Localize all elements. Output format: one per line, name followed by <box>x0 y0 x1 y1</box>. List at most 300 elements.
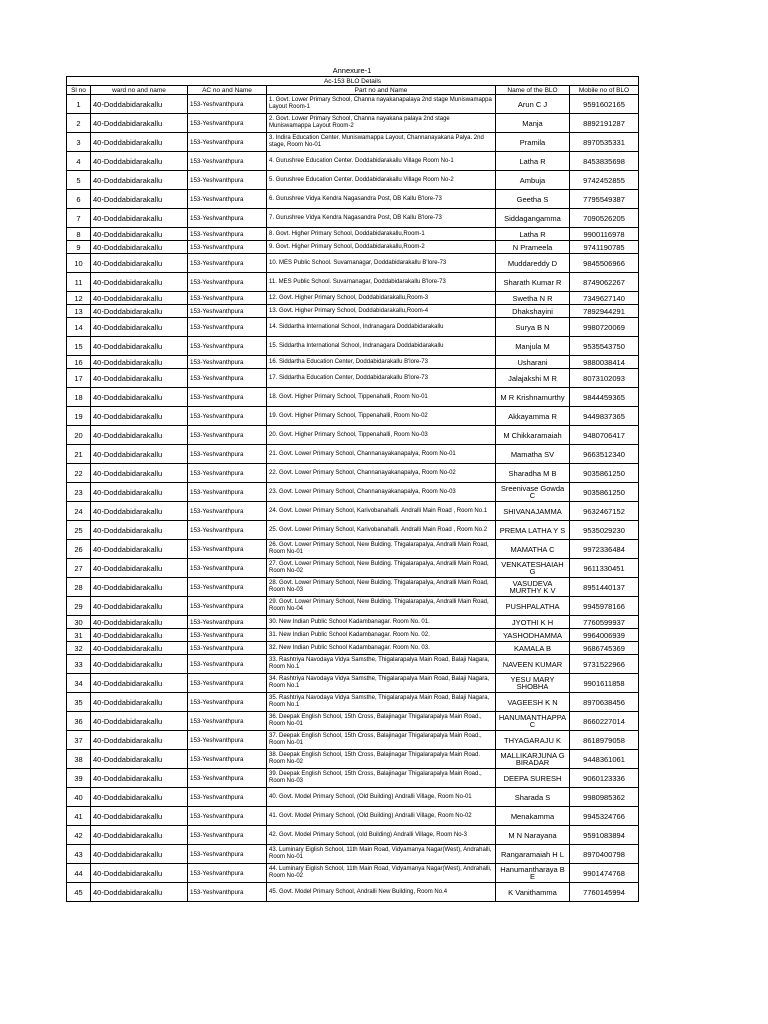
row-ac: 153-Yeshvanthpura <box>188 807 267 826</box>
table-row <box>67 426 639 445</box>
row-blo-name: YESU MARY SHOBHA <box>496 674 570 693</box>
row-ac: 153-Yeshvanthpura <box>188 305 267 318</box>
row-ac: 153-Yeshvanthpura <box>188 241 267 254</box>
row-blo-mobile: 9663512340 <box>570 445 639 464</box>
row-part: 25. Govt. Lower Primary School, Karivobanahalli. Andralli Main Road , Room No.2 <box>267 521 496 540</box>
blo-table <box>66 76 639 902</box>
row-sl-no: 1 <box>67 95 91 114</box>
row-blo-name: M N Narayana <box>496 826 570 845</box>
row-blo-name: Manja <box>496 114 570 133</box>
table-row <box>67 769 639 788</box>
row-ward: 40-Doddabidarakallu <box>91 883 188 902</box>
row-ac: 153-Yeshvanthpura <box>188 369 267 388</box>
row-ward: 40-Doddabidarakallu <box>91 209 188 228</box>
table-row <box>67 464 639 483</box>
row-blo-mobile: 8951440137 <box>570 578 639 597</box>
table-row <box>67 883 639 902</box>
table-row <box>67 826 639 845</box>
row-ward: 40-Doddabidarakallu <box>91 826 188 845</box>
table-subtitle: Ac-153 BLO Details <box>67 77 639 86</box>
row-blo-mobile: 7349627140 <box>570 292 639 305</box>
annexure-title: Annexure-1 <box>332 66 372 75</box>
table-row <box>67 521 639 540</box>
table-row <box>67 388 639 407</box>
row-ward: 40-Doddabidarakallu <box>91 305 188 318</box>
row-ac: 153-Yeshvanthpura <box>188 655 267 674</box>
row-sl-no: 31 <box>67 629 91 642</box>
row-blo-mobile: 8660227014 <box>570 712 639 731</box>
row-blo-name: VENKATESHAIAH G <box>496 559 570 578</box>
row-ward: 40-Doddabidarakallu <box>91 369 188 388</box>
table-row <box>67 807 639 826</box>
row-ward: 40-Doddabidarakallu <box>91 273 188 292</box>
row-blo-mobile: 8073102093 <box>570 369 639 388</box>
row-ward: 40-Doddabidarakallu <box>91 750 188 769</box>
row-blo-mobile: 9448361061 <box>570 750 639 769</box>
row-part: 30. New Indian Public School Kadambanagar. Room No. 01. <box>267 616 496 629</box>
row-blo-mobile: 9591602165 <box>570 95 639 114</box>
row-blo-mobile: 9741190785 <box>570 241 639 254</box>
row-part: 40. Govt. Model Primary School, (Old Building) Andralli Village, Room No-01 <box>267 788 496 807</box>
row-sl-no: 36 <box>67 712 91 731</box>
row-blo-name: Mamatha SV <box>496 445 570 464</box>
row-blo-mobile: 7760145994 <box>570 883 639 902</box>
row-ward: 40-Doddabidarakallu <box>91 95 188 114</box>
row-part: 39. Deepak English School, 15th Cross, Balajinagar Thigalarapalya Main Road., Room No-03 <box>267 769 496 788</box>
row-ac: 153-Yeshvanthpura <box>188 559 267 578</box>
table-row <box>67 731 639 750</box>
row-part: 27. Govt. Lower Primary School, New Bulding. Thigalarapalya, Andralli Main Road, Room No-02 <box>267 559 496 578</box>
row-ac: 153-Yeshvanthpura <box>188 826 267 845</box>
row-part: 28. Govt. Lower Primary School, New Bulding. Thigalarapalya, Andralli Main Road, Room No-03 <box>267 578 496 597</box>
row-ac: 153-Yeshvanthpura <box>188 95 267 114</box>
row-blo-name: VAGEESH K N <box>496 693 570 712</box>
row-ac: 153-Yeshvanthpura <box>188 254 267 273</box>
row-ward: 40-Doddabidarakallu <box>91 254 188 273</box>
row-part: 19. Govt. Higher Primary School, Tippenahalli, Room No-02 <box>267 407 496 426</box>
row-blo-mobile: 9060123336 <box>570 769 639 788</box>
row-part: 29. Govt. Lower Primary School, New Bulding. Thigalarapalya, Andralli Main Road, Room No-04 <box>267 597 496 616</box>
row-blo-mobile: 9480706417 <box>570 426 639 445</box>
row-ac: 153-Yeshvanthpura <box>188 629 267 642</box>
row-blo-name: Latha R <box>496 152 570 171</box>
row-blo-mobile: 9449837365 <box>570 407 639 426</box>
row-part: 32. New Indian Public School Kadambanagar. Room No. 03. <box>267 642 496 655</box>
table-row <box>67 597 639 616</box>
row-part: 34. Rashtriya Navodaya Vidya Samsthe, Thigalarapalya Main Road, Balaji Nagara, Room No.1 <box>267 674 496 693</box>
table-row <box>67 642 639 655</box>
row-blo-mobile: 9632467152 <box>570 502 639 521</box>
row-blo-name: YASHODHAMMA <box>496 629 570 642</box>
row-blo-name: Ambuja <box>496 171 570 190</box>
row-sl-no: 28 <box>67 578 91 597</box>
row-blo-mobile: 9980720069 <box>570 318 639 337</box>
row-ward: 40-Doddabidarakallu <box>91 483 188 502</box>
row-sl-no: 39 <box>67 769 91 788</box>
row-ac: 153-Yeshvanthpura <box>188 502 267 521</box>
row-blo-name: KAMALA B <box>496 642 570 655</box>
row-ward: 40-Doddabidarakallu <box>91 426 188 445</box>
row-blo-name: Sharath Kumar R <box>496 273 570 292</box>
row-blo-name: M Chikkaramaiah <box>496 426 570 445</box>
row-blo-name: Muddareddy D <box>496 254 570 273</box>
row-ac: 153-Yeshvanthpura <box>188 597 267 616</box>
row-part: 1. Govt. Lower Primary School, Channa nayakanapalaya 2nd stage Muniswamappa Layout Room-1 <box>267 95 496 114</box>
row-blo-mobile: 8453835698 <box>570 152 639 171</box>
row-ward: 40-Doddabidarakallu <box>91 674 188 693</box>
row-ward: 40-Doddabidarakallu <box>91 693 188 712</box>
table-row <box>67 292 639 305</box>
table-row <box>67 864 639 883</box>
row-blo-mobile: 9901611858 <box>570 674 639 693</box>
row-ward: 40-Doddabidarakallu <box>91 540 188 559</box>
row-sl-no: 40 <box>67 788 91 807</box>
row-part: 7. Gurushree Vidya Kendra Nagasandra Post, DB Kallu B'lore-73 <box>267 209 496 228</box>
row-sl-no: 7 <box>67 209 91 228</box>
row-blo-name: Menakamma <box>496 807 570 826</box>
table-row <box>67 369 639 388</box>
table-row <box>67 95 639 114</box>
row-part: 45. Govt. Model Primary School, Andralli New Building, Room No.4 <box>267 883 496 902</box>
row-blo-name: SHIVANAJAMMA <box>496 502 570 521</box>
row-part: 8. Govt. Higher Primary School, Doddabidarakallu,Room-1 <box>267 228 496 241</box>
row-blo-name: HANUMANTHAPPA C <box>496 712 570 731</box>
row-blo-mobile: 9945324766 <box>570 807 639 826</box>
row-part: 35. Rashtriya Navodaya Vidya Samsthe, Thigalarapalya Main Road, Balaji Nagara, Room No.1 <box>267 693 496 712</box>
row-blo-mobile: 9901474768 <box>570 864 639 883</box>
table-row <box>67 559 639 578</box>
row-sl-no: 9 <box>67 241 91 254</box>
row-sl-no: 22 <box>67 464 91 483</box>
row-ward: 40-Doddabidarakallu <box>91 114 188 133</box>
row-blo-name: MALLIKARJUNA G BIRADAR <box>496 750 570 769</box>
row-ward: 40-Doddabidarakallu <box>91 502 188 521</box>
row-blo-name: DEEPA SURESH <box>496 769 570 788</box>
row-ac: 153-Yeshvanthpura <box>188 190 267 209</box>
table-row <box>67 254 639 273</box>
row-blo-name: Arun C J <box>496 95 570 114</box>
row-ac: 153-Yeshvanthpura <box>188 712 267 731</box>
row-part: 20. Govt. Higher Primary School, Tippenahalli, Room No-03 <box>267 426 496 445</box>
table-row <box>67 273 639 292</box>
row-blo-mobile: 9844459365 <box>570 388 639 407</box>
row-blo-name: N Prameela <box>496 241 570 254</box>
row-ac: 153-Yeshvanthpura <box>188 769 267 788</box>
table-row <box>67 356 639 369</box>
row-sl-no: 38 <box>67 750 91 769</box>
row-sl-no: 35 <box>67 693 91 712</box>
row-sl-no: 19 <box>67 407 91 426</box>
row-ac: 153-Yeshvanthpura <box>188 750 267 769</box>
row-part: 10. MES Public School. Suvarnanagar, Doddabidarakallu B'lore-73 <box>267 254 496 273</box>
row-blo-mobile: 9731522966 <box>570 655 639 674</box>
row-sl-no: 27 <box>67 559 91 578</box>
table-body <box>67 95 639 902</box>
table-row <box>67 114 639 133</box>
row-ward: 40-Doddabidarakallu <box>91 445 188 464</box>
table-row <box>67 305 639 318</box>
row-sl-no: 11 <box>67 273 91 292</box>
row-ac: 153-Yeshvanthpura <box>188 356 267 369</box>
row-ac: 153-Yeshvanthpura <box>188 483 267 502</box>
row-ac: 153-Yeshvanthpura <box>188 464 267 483</box>
row-blo-mobile: 8749062267 <box>570 273 639 292</box>
row-part: 43. Luminary Eiglish School, 11th Main Road, Vidyamanya Nagar(West), Andrahalli, Room No-01 <box>267 845 496 864</box>
row-blo-mobile: 8970400798 <box>570 845 639 864</box>
row-blo-name: Pramila <box>496 133 570 152</box>
row-ac: 153-Yeshvanthpura <box>188 521 267 540</box>
row-part: 36. Deepak English School, 15th Cross, Balajinagar Thigalarapalya Main Road., Room No-01 <box>267 712 496 731</box>
row-part: 15. Siddartha International School, Indranagara Doddabidarakallu <box>267 337 496 356</box>
col-header-ac: AC no and Name <box>188 86 267 95</box>
table-row <box>67 209 639 228</box>
row-blo-mobile: 8618979058 <box>570 731 639 750</box>
col-header-blo-name: Name of the BLO <box>496 86 570 95</box>
row-blo-mobile: 9035861250 <box>570 464 639 483</box>
row-blo-mobile: 9972336484 <box>570 540 639 559</box>
row-ac: 153-Yeshvanthpura <box>188 788 267 807</box>
row-ac: 153-Yeshvanthpura <box>188 642 267 655</box>
row-part: 13. Govt. Higher Primary School, Doddabidarakallu,Room-4 <box>267 305 496 318</box>
table-row <box>67 337 639 356</box>
row-part: 24. Govt. Lower Primary School, Karivobanahalli. Andralli Main Road , Room No.1 <box>267 502 496 521</box>
row-sl-no: 30 <box>67 616 91 629</box>
row-part: 44. Luminary Eiglish School, 11th Main Road, Vidyamanya Nagar(West), Andrahalli, Room No-02 <box>267 864 496 883</box>
table-row <box>67 578 639 597</box>
row-ward: 40-Doddabidarakallu <box>91 152 188 171</box>
row-ward: 40-Doddabidarakallu <box>91 190 188 209</box>
row-part: 9. Govt. Higher Primary School, Doddabidarakallu,Room-2 <box>267 241 496 254</box>
row-part: 4. Gurushree Education Center. Doddabidarakallu Village Room No-1 <box>267 152 496 171</box>
row-blo-mobile: 8970638456 <box>570 693 639 712</box>
row-part: 22. Govt. Lower Primary School, Channanayakanapalya, Room No-02 <box>267 464 496 483</box>
row-sl-no: 6 <box>67 190 91 209</box>
row-part: 42. Govt. Model Primary School, (old Building) Andralli Village, Room No-3 <box>267 826 496 845</box>
row-ac: 153-Yeshvanthpura <box>188 114 267 133</box>
row-blo-name: JYOTHI K H <box>496 616 570 629</box>
row-sl-no: 3 <box>67 133 91 152</box>
row-ward: 40-Doddabidarakallu <box>91 616 188 629</box>
row-ward: 40-Doddabidarakallu <box>91 559 188 578</box>
row-ward: 40-Doddabidarakallu <box>91 337 188 356</box>
row-ac: 153-Yeshvanthpura <box>188 171 267 190</box>
row-ward: 40-Doddabidarakallu <box>91 731 188 750</box>
row-blo-name: Geetha S <box>496 190 570 209</box>
row-sl-no: 44 <box>67 864 91 883</box>
row-blo-name: Hanumantharaya B E <box>496 864 570 883</box>
row-ac: 153-Yeshvanthpura <box>188 209 267 228</box>
row-part: 33. Rashtriya Navodaya Vidya Samsthe, Thigalarapalya Main Road, Balaji Nagara, Room No.1 <box>267 655 496 674</box>
row-ac: 153-Yeshvanthpura <box>188 228 267 241</box>
row-blo-name: MAMATHA C <box>496 540 570 559</box>
row-part: 23. Govt. Lower Primary School, Channanayakanapalya, Room No-03 <box>267 483 496 502</box>
row-part: 38. Deepak English School, 15th Cross, Balajinagar Thigalarapalya Main Road. Room No-02 <box>267 750 496 769</box>
row-sl-no: 37 <box>67 731 91 750</box>
table-row <box>67 540 639 559</box>
row-sl-no: 14 <box>67 318 91 337</box>
row-blo-mobile: 8892191287 <box>570 114 639 133</box>
row-sl-no: 29 <box>67 597 91 616</box>
row-part: 41. Govt. Model Primary School, (Old Building) Andralli Village, Room No-02 <box>267 807 496 826</box>
table-row <box>67 655 639 674</box>
row-blo-mobile: 9742452855 <box>570 171 639 190</box>
row-blo-name: THYAGARAJU K <box>496 731 570 750</box>
row-sl-no: 5 <box>67 171 91 190</box>
row-part: 26. Govt. Lower Primary School, New Bulding. Thigalarapalya, Andralli Main Road, Room No-01 <box>267 540 496 559</box>
row-sl-no: 23 <box>67 483 91 502</box>
col-header-part: Part no and Name <box>267 86 496 95</box>
row-blo-name: Sharada S <box>496 788 570 807</box>
row-sl-no: 41 <box>67 807 91 826</box>
table-row <box>67 228 639 241</box>
row-sl-no: 18 <box>67 388 91 407</box>
row-ac: 153-Yeshvanthpura <box>188 273 267 292</box>
row-ac: 153-Yeshvanthpura <box>188 578 267 597</box>
row-sl-no: 15 <box>67 337 91 356</box>
row-ac: 153-Yeshvanthpura <box>188 292 267 305</box>
row-blo-name: M R Krishnamurthy <box>496 388 570 407</box>
table-row <box>67 190 639 209</box>
row-ac: 153-Yeshvanthpura <box>188 883 267 902</box>
table-row <box>67 407 639 426</box>
row-ac: 153-Yeshvanthpura <box>188 133 267 152</box>
table-row <box>67 629 639 642</box>
row-blo-name: VASUDEVA MURTHY K V <box>496 578 570 597</box>
row-part: 16. Siddartha Education Center, Doddabidarakallu B'lore-73 <box>267 356 496 369</box>
row-blo-name: Surya B N <box>496 318 570 337</box>
row-blo-mobile: 9945978166 <box>570 597 639 616</box>
table-row <box>67 845 639 864</box>
row-blo-name: Usharani <box>496 356 570 369</box>
row-part: 14. Siddartha International School, Indranagara Doddabidarakallu <box>267 318 496 337</box>
row-ward: 40-Doddabidarakallu <box>91 388 188 407</box>
row-blo-mobile: 7892944291 <box>570 305 639 318</box>
row-ac: 153-Yeshvanthpura <box>188 616 267 629</box>
row-blo-mobile: 7760599937 <box>570 616 639 629</box>
row-part: 18. Govt. Higher Primary School, Tippenahalli, Room No-01 <box>267 388 496 407</box>
row-ac: 153-Yeshvanthpura <box>188 540 267 559</box>
row-blo-name: PUSHPALATHA <box>496 597 570 616</box>
row-blo-mobile: 9900116978 <box>570 228 639 241</box>
row-blo-name: Sharadha M B <box>496 464 570 483</box>
row-ac: 153-Yeshvanthpura <box>188 337 267 356</box>
row-blo-name: Akkayamma R <box>496 407 570 426</box>
table-row <box>67 318 639 337</box>
row-ward: 40-Doddabidarakallu <box>91 464 188 483</box>
row-part: 31. New Indian Public School Kadambanagar. Room No. 02. <box>267 629 496 642</box>
document-sheet <box>66 66 638 902</box>
table-row <box>67 502 639 521</box>
row-blo-name: Manjula M <box>496 337 570 356</box>
row-ac: 153-Yeshvanthpura <box>188 152 267 171</box>
row-ward: 40-Doddabidarakallu <box>91 642 188 655</box>
row-sl-no: 32 <box>67 642 91 655</box>
row-ward: 40-Doddabidarakallu <box>91 864 188 883</box>
row-blo-name: Sreenivase Gowda C <box>496 483 570 502</box>
table-row <box>67 693 639 712</box>
row-sl-no: 21 <box>67 445 91 464</box>
row-blo-mobile: 9845506966 <box>570 254 639 273</box>
row-ac: 153-Yeshvanthpura <box>188 388 267 407</box>
row-ac: 153-Yeshvanthpura <box>188 845 267 864</box>
row-sl-no: 34 <box>67 674 91 693</box>
table-row <box>67 241 639 254</box>
row-blo-name: K Vanithamma <box>496 883 570 902</box>
row-ward: 40-Doddabidarakallu <box>91 241 188 254</box>
col-header-blo-mobile: Mobile no of BLO <box>570 86 639 95</box>
row-sl-no: 26 <box>67 540 91 559</box>
row-blo-name: Rangaramaiah H L <box>496 845 570 864</box>
row-sl-no: 12 <box>67 292 91 305</box>
row-part: 5. Gurushree Education Center. Doddabidarakallu Village Room No-2 <box>267 171 496 190</box>
row-ac: 153-Yeshvanthpura <box>188 426 267 445</box>
table-row <box>67 483 639 502</box>
row-blo-name: Dhakshayini <box>496 305 570 318</box>
row-sl-no: 17 <box>67 369 91 388</box>
row-ward: 40-Doddabidarakallu <box>91 407 188 426</box>
row-blo-mobile: 9535029230 <box>570 521 639 540</box>
table-row <box>67 133 639 152</box>
row-sl-no: 13 <box>67 305 91 318</box>
col-header-ward: ward no and name <box>91 86 188 95</box>
row-sl-no: 4 <box>67 152 91 171</box>
row-part: 12. Govt. Higher Primary School, Doddabidarakallu,Room-3 <box>267 292 496 305</box>
row-part: 21. Govt. Lower Primary School, Channanayakanapalya, Room No-01 <box>267 445 496 464</box>
row-sl-no: 45 <box>67 883 91 902</box>
row-blo-mobile: 7090526205 <box>570 209 639 228</box>
row-sl-no: 20 <box>67 426 91 445</box>
row-ward: 40-Doddabidarakallu <box>91 629 188 642</box>
row-sl-no: 43 <box>67 845 91 864</box>
row-ac: 153-Yeshvanthpura <box>188 693 267 712</box>
row-part: 2. Govt. Lower Primary School, Channa nayakana palaya 2nd stage Muniswamappa Layout Room-2 <box>267 114 496 133</box>
row-blo-name: NAVEEN KUMAR <box>496 655 570 674</box>
row-part: 3. Indira Education Center. Muniswamappa Layout, Channanayakana Palya. 2nd stage, Room No-01 <box>267 133 496 152</box>
row-sl-no: 25 <box>67 521 91 540</box>
row-sl-no: 16 <box>67 356 91 369</box>
row-blo-mobile: 9964006939 <box>570 629 639 642</box>
table-row <box>67 152 639 171</box>
row-sl-no: 42 <box>67 826 91 845</box>
row-ward: 40-Doddabidarakallu <box>91 712 188 731</box>
row-sl-no: 33 <box>67 655 91 674</box>
row-ward: 40-Doddabidarakallu <box>91 578 188 597</box>
row-blo-name: PREMA LATHA Y S <box>496 521 570 540</box>
table-row <box>67 788 639 807</box>
row-ward: 40-Doddabidarakallu <box>91 655 188 674</box>
col-header-slno: Sl no <box>67 86 91 95</box>
row-blo-mobile: 7795549387 <box>570 190 639 209</box>
row-sl-no: 24 <box>67 502 91 521</box>
row-blo-mobile: 8970535331 <box>570 133 639 152</box>
row-ac: 153-Yeshvanthpura <box>188 407 267 426</box>
row-ward: 40-Doddabidarakallu <box>91 171 188 190</box>
row-ward: 40-Doddabidarakallu <box>91 318 188 337</box>
row-ac: 153-Yeshvanthpura <box>188 674 267 693</box>
row-blo-mobile: 9880038414 <box>570 356 639 369</box>
table-row <box>67 616 639 629</box>
row-blo-mobile: 9535543750 <box>570 337 639 356</box>
row-blo-name: Swetha N R <box>496 292 570 305</box>
row-part: 6. Gurushree Vidya Kendra Nagasandra Post, DB Kallu B'lore-73 <box>267 190 496 209</box>
row-part: 37. Deepak English School, 15th Cross, Balajinagar Thigalarapalya Main Road., Room No-01 <box>267 731 496 750</box>
row-ward: 40-Doddabidarakallu <box>91 356 188 369</box>
table-row <box>67 750 639 769</box>
row-blo-mobile: 9980985362 <box>570 788 639 807</box>
row-blo-mobile: 9035861250 <box>570 483 639 502</box>
row-ward: 40-Doddabidarakallu <box>91 521 188 540</box>
row-ac: 153-Yeshvanthpura <box>188 731 267 750</box>
